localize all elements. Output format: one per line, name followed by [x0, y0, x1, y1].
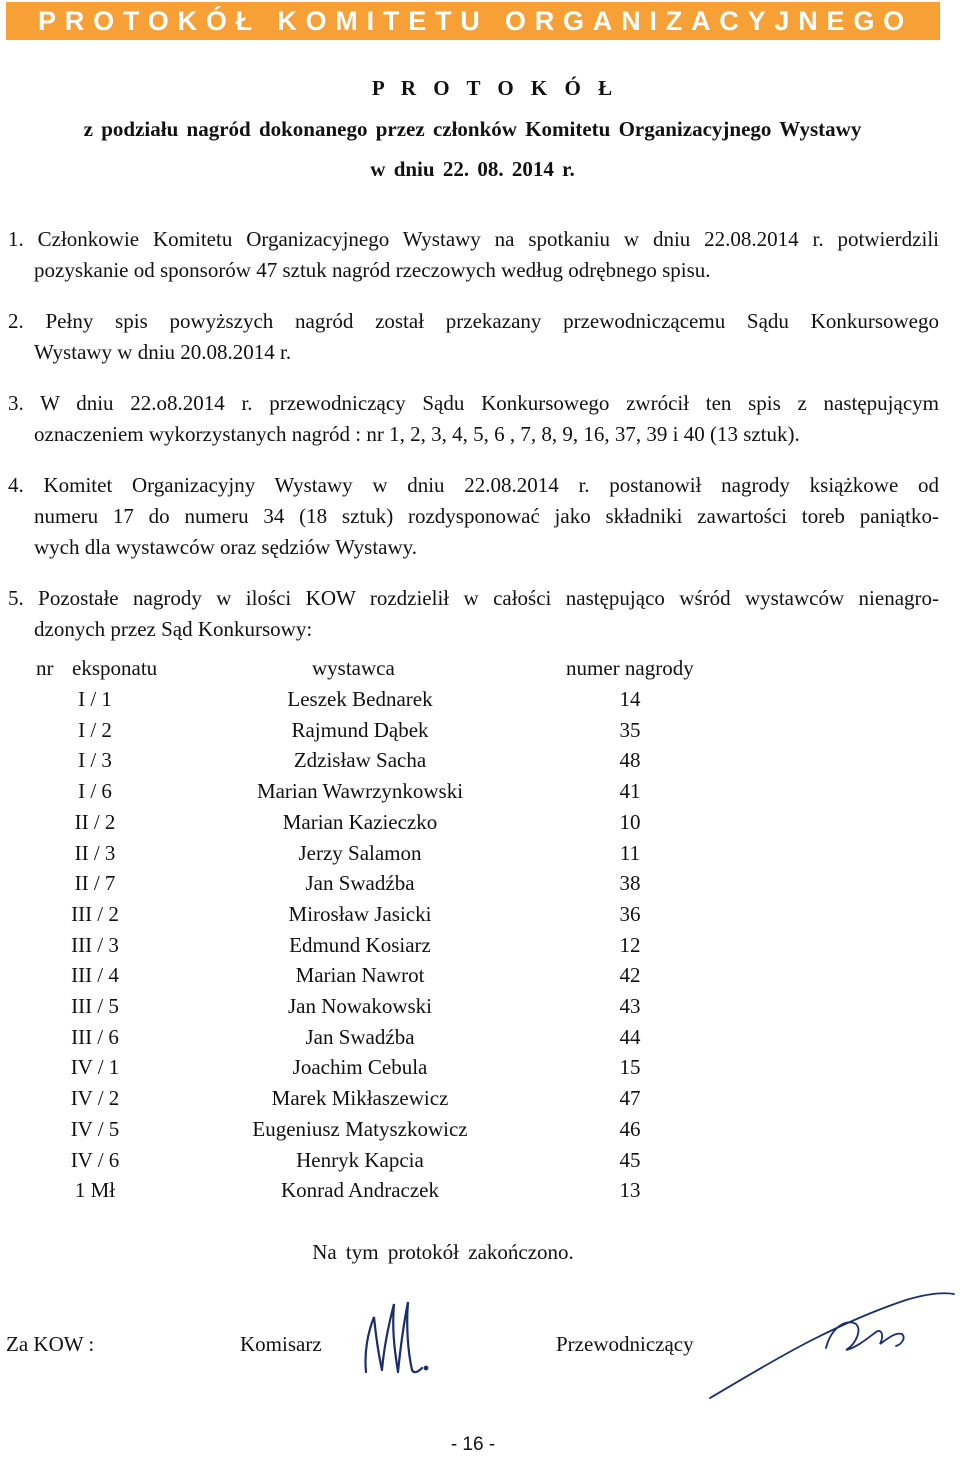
exhibitor-name: Jerzy Salamon [298, 840, 422, 865]
exhibitor-name: Marian Kazieczko [282, 809, 438, 834]
column-header-prize-number: numer nagrody [566, 656, 694, 680]
prize-number: 41 [619, 779, 641, 804]
table-row [0, 1117, 960, 1147]
exhibitor-name: Henryk Kapcia [296, 1147, 424, 1172]
prize-number: 42 [619, 963, 641, 988]
prize-number: 15 [619, 1055, 641, 1080]
document-date: w dniu 22. 08. 2014 r. [370, 157, 575, 181]
paragraph-2 [8, 306, 939, 368]
chairman-signature [706, 1288, 958, 1406]
paragraph-5 [8, 583, 939, 645]
prize-number: 36 [619, 901, 641, 926]
commissioner-signature [356, 1292, 436, 1392]
exhibit-number: IV / 1 [70, 1055, 120, 1080]
exhibit-number: IV / 6 [70, 1147, 120, 1172]
signature-label-kow: Za KOW : [6, 1332, 95, 1356]
exhibitor-name: Jan Swadźba [305, 871, 415, 896]
prize-number: 10 [619, 809, 641, 834]
exhibit-number: I / 6 [78, 779, 112, 804]
exhibit-number: II / 2 [74, 809, 116, 834]
column-header-exhibit: eksponatu [72, 656, 158, 680]
column-header-nr: nr [36, 656, 54, 680]
prize-number: 13 [619, 1178, 641, 1203]
exhibit-number: II / 3 [74, 840, 116, 865]
paragraph-4 [8, 470, 939, 563]
exhibitor-name: Zdzisław Sacha [293, 748, 427, 773]
exhibitor-name: Jan Nowakowski [287, 994, 433, 1018]
table-row [0, 963, 960, 993]
exhibitor-name: Eugeniusz Matyszkowicz [252, 1116, 468, 1141]
exhibitor-name: Marek Mikłaszewicz [271, 1086, 449, 1111]
prize-number: 48 [619, 748, 641, 773]
exhibit-number: I / 3 [78, 748, 112, 773]
page-number: - 16 - [450, 1434, 496, 1455]
table-row [0, 687, 960, 717]
column-header-exhibitor: wystawca [312, 656, 395, 680]
paragraph-line: 2. Pełny spis powyższych nagród został przekazany przewodniczącemu Sądu Konkursowego [8, 309, 939, 333]
paragraph-line: dzonych przez Sąd Konkursowy: [34, 617, 313, 641]
prize-number: 43 [619, 994, 641, 1018]
exhibit-number: II / 7 [74, 871, 116, 896]
prize-number: 44 [619, 1024, 641, 1049]
prize-number: 47 [619, 1086, 641, 1111]
paragraph-line: 5. Pozostałe nagrody w ilości KOW rozdzielił w całości następująco wśród wystawców nienagro- [8, 586, 939, 610]
table-row [0, 871, 960, 901]
exhibitor-name: Konrad Andraczek [280, 1178, 439, 1203]
prize-number: 12 [619, 932, 641, 957]
exhibitor-name: Mirosław Jasicki [288, 901, 432, 926]
table-row [0, 1178, 960, 1208]
table-row [0, 1148, 960, 1178]
exhibit-number: I / 2 [78, 717, 112, 742]
signature-label-chairman: Przewodniczący [556, 1332, 694, 1356]
exhibit-number: IV / 2 [70, 1086, 120, 1111]
table-row [0, 718, 960, 748]
paragraph-line: 4. Komitet Organizacyjny Wystawy w dniu 22.08.2014 r. postanowił nagrody książkowe od [8, 473, 939, 497]
document-subtitle: z podziału nagród dokonanego przez członków Komitetu Organizacyjnego Wystawy [83, 117, 862, 141]
paragraph-line: oznaczeniem wykorzystanych nagród : nr 1, 2, 3, 4, 5, 6 , 7, 8, 9, 16, 37, 39 i 40 (13 sztuk). [34, 422, 800, 446]
table-row [0, 748, 960, 778]
paragraph-line: 3. W dniu 22.o8.2014 r. przewodniczący Sądu Konkursowego zwrócił ten spis z następującym [8, 391, 939, 415]
closing-statement: Na tym protokół zakończono. [312, 1240, 574, 1264]
signature-label-komisarz: Komisarz [240, 1332, 322, 1356]
exhibit-number: IV / 5 [70, 1116, 120, 1141]
prize-number: 46 [619, 1116, 641, 1141]
table-row [0, 994, 960, 1024]
table-row [0, 1086, 960, 1116]
table-row [0, 1025, 960, 1055]
prize-number: 35 [619, 717, 641, 742]
table-row [0, 1055, 960, 1085]
exhibitor-name: Marian Nawrot [295, 963, 425, 988]
exhibit-number: 1 Mł [74, 1178, 116, 1203]
prize-number: 45 [619, 1147, 641, 1172]
exhibitor-name: Marian Wawrzynkowski [256, 779, 464, 804]
paragraph-1 [8, 224, 939, 286]
paragraph-line: Wystawy w dniu 20.08.2014 r. [34, 340, 292, 364]
table-row [0, 902, 960, 932]
exhibit-number: III / 6 [71, 1024, 119, 1049]
exhibitor-name: Leszek Bednarek [287, 687, 433, 711]
exhibit-number: I / 1 [78, 687, 112, 711]
exhibit-number: III / 5 [71, 994, 119, 1018]
paragraph-line: wych dla wystawców oraz sędziów Wystawy. [34, 535, 418, 559]
table-row [0, 933, 960, 963]
exhibitor-name: Rajmund Dąbek [291, 717, 429, 742]
exhibit-number: III / 3 [71, 932, 119, 957]
paragraph-line: numeru 17 do numeru 34 (18 sztuk) rozdysponować jako składniki zawartości toreb paniątko- [34, 504, 939, 528]
exhibit-number: III / 4 [71, 963, 119, 988]
exhibitor-name: Joachim Cebula [292, 1055, 428, 1080]
exhibit-number: III / 2 [71, 901, 119, 926]
prize-number: 38 [619, 871, 641, 896]
table-row [0, 841, 960, 871]
paragraph-line: 1. Członkowie Komitetu Organizacyjnego Wystawy na spotkaniu w dniu 22.08.2014 r. potwierdzili [8, 227, 939, 251]
paragraph-line: pozyskanie od sponsorów 47 sztuk nagród rzeczowych według odrębnego spisu. [34, 258, 711, 282]
exhibitor-name: Edmund Kosiarz [289, 932, 431, 957]
header-banner: PROTOKÓŁ KOMITETU ORGANIZACYJNEGO [6, 2, 940, 40]
prize-number: 14 [619, 687, 641, 711]
table-row [0, 779, 960, 809]
table-row [0, 810, 960, 840]
document-title: P R O T O K Ó Ł [371, 76, 619, 100]
prize-number: 11 [619, 840, 641, 865]
paragraph-3 [8, 388, 939, 450]
exhibitor-name: Jan Swadźba [305, 1024, 415, 1049]
